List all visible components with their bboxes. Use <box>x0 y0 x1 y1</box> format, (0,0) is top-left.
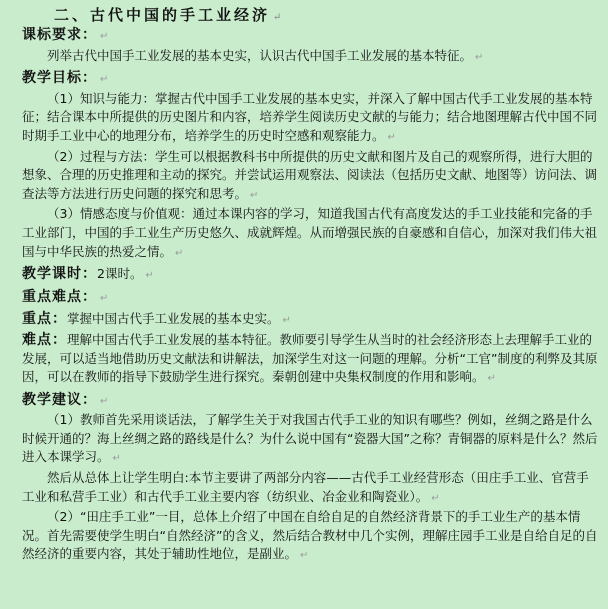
keypoints-heading: 重点难点： <box>22 288 97 305</box>
suggestion-item-text: （2）“田庄手工业”一目，总体上介绍了中国在自给自足的自然经济背景下的手工业生产的基本情况。首先需要使学生明白“自然经济”的含义，然后结合教材中几个实例，理解庄园手工业是自给自足的自然经济的重要内容，其处于辅助性地位，是副业。 <box>22 509 598 562</box>
return-mark-icon: ↵ <box>100 74 109 86</box>
return-mark-icon: ↵ <box>282 315 291 327</box>
curriculum-text <box>22 47 598 68</box>
suggestions-heading: 教学建议： <box>22 391 97 408</box>
return-mark-icon: ↵ <box>387 131 396 143</box>
suggestion-item-text: （1）教师首先采用谈话法，了解学生关于对我国古代手工业的知识有哪些？例如，丝绸之路是什么时候开通的？海上丝绸之路的路线是什么？为什么说中国有“瓷器大国”之称？青铜器的原料是什么？然后进入本课学习。 <box>22 412 598 465</box>
goal-item-text: （2）过程与方法：学生可以根据教科书中所提供的历史文献和图片及自己的观察所得，进行大胆的想象、合理的历史推理和主动的探究。并尝试运用观察法、阅读法（包括历史文献、地图等）访问法、调查法等方法进行历史问题的探究和思考。 <box>22 148 598 201</box>
suggestion-item <box>22 508 598 566</box>
difficulty-label: 难点： <box>22 331 67 348</box>
suggestion-item <box>22 469 598 508</box>
return-mark-icon: ↵ <box>112 453 121 465</box>
key-row <box>22 310 598 331</box>
hours-heading: 教学课时： <box>22 266 97 283</box>
curriculum-heading: 课标要求： <box>22 27 97 43</box>
section-title <box>54 4 598 26</box>
key-text: 掌握中国古代手工业发展的基本史实。 <box>67 311 280 327</box>
hours-text: 2课时。 <box>97 266 143 282</box>
section-title-text: 二、古代中国的手工业经济 <box>54 6 271 24</box>
goal-item <box>22 205 598 263</box>
return-mark-icon: ↵ <box>487 373 496 385</box>
difficulty-paragraph <box>22 331 598 389</box>
return-mark-icon: ↵ <box>300 550 309 562</box>
return-mark-icon: ↵ <box>431 492 440 504</box>
keypoints-heading-row <box>22 288 598 309</box>
difficulty-text: 理解中国古代手工业发展的基本特征。教师要引导学生从当时的社会经济形态上去理解手工业的发展，可以适当地借助历史文献法和讲解法，加深学生对这一问题的理解。分析“工官”制度的利弊及其原因，可以在教师的指导下鼓励学生进行探究。秦朝创建中央集权制度的作用和影响。 <box>22 331 598 385</box>
return-mark-icon: ↵ <box>145 270 154 282</box>
goal-item <box>22 90 598 148</box>
return-mark-icon: ↵ <box>175 247 184 259</box>
curriculum-text-content: 列举古代中国手工业发展的基本史实，认识古代中国手工业发展的基本特征。 <box>47 47 473 63</box>
goals-heading: 教学目标： <box>22 70 97 87</box>
goals-heading-row <box>22 69 598 90</box>
goal-item-text: （1）知识与能力：掌握古代中国手工业发展的基本史实，并深入了解中国古代手工业发展的基本特征；结合课本中所提供的历史图片和内容，培养学生阅读历史文献的与能力；结合地图理解古代中国不同时期手工业中心的地理分布，培养学生的历史时空感和观察能力。 <box>22 90 598 143</box>
return-mark-icon: ↵ <box>475 51 484 63</box>
return-mark-icon: ↵ <box>100 395 109 407</box>
suggestion-item-text: 然后从总体上让学生明白:本节主要讲了两部分内容——古代手工业经营形态（田庄手工业、官营手工业和私营手工业）和古代手工业主要内容（纺织业、冶金业和陶瓷业）。 <box>22 470 589 504</box>
suggestion-item <box>22 411 598 469</box>
curriculum-heading-row <box>22 26 598 47</box>
return-mark-icon: ↵ <box>100 292 109 304</box>
goal-item <box>22 148 598 206</box>
return-mark-icon: ↵ <box>100 31 109 42</box>
goal-item-text: （3）情感态度与价值观：通过本课内容的学习，知道我国古代有高度发达的手工业技能和完备的手工业部门，中国的手工业生产历史悠久、成就辉煌。从而增强民族的自豪感和自信心，加深对我们伟大祖国与中华民族的热爱之情。 <box>22 206 598 259</box>
return-mark-icon: ↵ <box>250 189 259 201</box>
return-mark-icon: ↵ <box>273 12 285 23</box>
suggestions-heading-row <box>22 391 598 412</box>
hours-row <box>22 265 598 286</box>
key-label: 重点： <box>22 311 67 328</box>
